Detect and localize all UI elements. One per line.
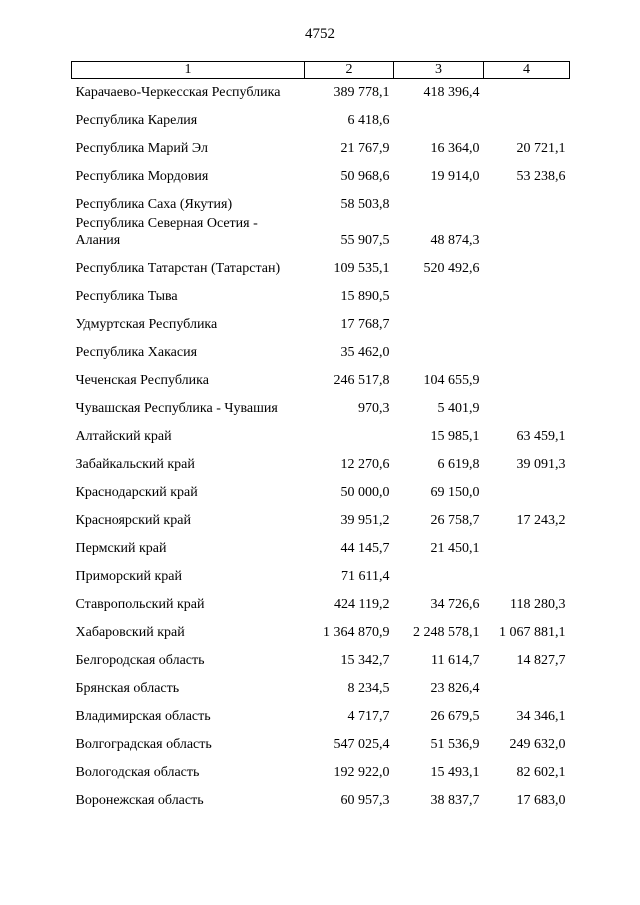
region-name-cell: Республика Татарстан (Татарстан) [75, 261, 281, 276]
value-cell-col-2: 192 922,0 [333, 765, 390, 780]
region-name-cell: Пермский край [75, 541, 167, 556]
value-cell-col-4 [484, 213, 570, 249]
value-cell-col-3: 19 914,0 [430, 169, 480, 184]
value-cell-col-2: 12 270,6 [340, 457, 390, 472]
value-cell-col-2: 246 517,8 [333, 373, 390, 388]
table-row [72, 389, 570, 417]
value-cell-col-4: 82 602,1 [516, 765, 566, 780]
value-cell-col-2: 4 717,7 [347, 709, 390, 724]
region-name-cell: Республика Мордовия [75, 169, 209, 184]
value-cell-col-3 [394, 333, 484, 361]
value-cell-col-2: 55 907,5 [340, 233, 390, 248]
region-name-cell: Краснодарский край [75, 485, 198, 500]
value-cell-col-4: 249 632,0 [509, 737, 566, 752]
region-name-cell: Красноярский край [75, 513, 191, 528]
value-cell-col-3: 21 450,1 [430, 541, 480, 556]
table-row [72, 697, 570, 725]
value-cell-col-4 [484, 277, 570, 305]
value-cell-col-2: 71 611,4 [341, 569, 390, 584]
value-cell-col-4 [484, 361, 570, 389]
value-cell-col-4: 17 243,2 [516, 513, 566, 528]
region-name-cell: Республика Карелия [75, 113, 198, 128]
value-cell-col-2: 17 768,7 [340, 317, 390, 332]
value-cell-col-3 [394, 557, 484, 585]
value-cell-col-2: 1 364 870,9 [323, 625, 390, 640]
region-name-cell: Алтайский край [75, 429, 172, 444]
table-row [72, 185, 570, 213]
value-cell-col-2: 15 342,7 [340, 653, 390, 668]
value-cell-col-3: 418 396,4 [423, 85, 480, 100]
value-cell-col-4: 34 346,1 [516, 709, 566, 724]
table-row [72, 501, 570, 529]
value-cell-col-3: 38 837,7 [430, 793, 480, 808]
table-row [72, 129, 570, 157]
table-row [72, 333, 570, 361]
column-header-2: 2 [305, 62, 394, 79]
column-header-1: 1 [72, 62, 305, 79]
value-cell-col-4: 53 238,6 [516, 169, 566, 184]
value-cell-col-2: 8 234,5 [347, 681, 390, 696]
region-name-cell: Республика Северная Осетия - Алания [75, 216, 258, 248]
value-cell-col-3: 520 492,6 [423, 261, 480, 276]
table-row [72, 213, 570, 249]
table-body [72, 79, 570, 810]
value-cell-col-4 [484, 529, 570, 557]
value-cell-col-3: 5 401,9 [437, 401, 480, 416]
value-cell-col-4 [484, 389, 570, 417]
value-cell-col-3 [394, 277, 484, 305]
data-table [71, 61, 570, 809]
value-cell-col-2: 389 778,1 [333, 85, 390, 100]
value-cell-col-3: 16 364,0 [430, 141, 480, 156]
region-name-cell: Забайкальский край [75, 457, 195, 472]
value-cell-col-2: 44 145,7 [340, 541, 390, 556]
value-cell-col-3 [394, 101, 484, 129]
table-row [72, 361, 570, 389]
region-name-cell: Приморский край [75, 569, 182, 584]
value-cell-col-3: 2 248 578,1 [413, 625, 480, 640]
table-row [72, 101, 570, 129]
table-row [72, 417, 570, 445]
value-cell-col-4 [484, 305, 570, 333]
value-cell-col-2: 35 462,0 [340, 345, 390, 360]
value-cell-col-4 [484, 185, 570, 213]
value-cell-col-3: 26 758,7 [430, 513, 480, 528]
value-cell-col-4: 14 827,7 [516, 653, 566, 668]
region-name-cell: Удмуртская Республика [75, 317, 218, 332]
table-row [72, 781, 570, 809]
value-cell-col-4 [484, 557, 570, 585]
region-name-cell: Республика Саха (Якутия) [75, 197, 233, 212]
region-name-cell: Волгоградская область [75, 737, 212, 752]
value-cell-col-2: 50 968,6 [340, 169, 390, 184]
region-name-cell: Хабаровский край [75, 625, 185, 640]
table-row [72, 445, 570, 473]
table-row [72, 277, 570, 305]
value-cell-col-2: 58 503,8 [340, 197, 390, 212]
value-cell-col-4 [484, 333, 570, 361]
value-cell-col-4 [484, 473, 570, 501]
value-cell-col-4: 17 683,0 [516, 793, 566, 808]
value-cell-col-4: 39 091,3 [516, 457, 566, 472]
value-cell-col-4: 1 067 881,1 [499, 625, 566, 640]
value-cell-col-2: 21 767,9 [340, 141, 390, 156]
table-row [72, 725, 570, 753]
value-cell-col-2: 547 025,4 [333, 737, 390, 752]
value-cell-col-2 [305, 417, 394, 445]
table-row [72, 753, 570, 781]
value-cell-col-2: 60 957,3 [340, 793, 390, 808]
value-cell-col-3: 11 614,7 [431, 653, 480, 668]
region-name-cell: Белгородская область [75, 653, 205, 668]
column-header-4: 4 [484, 62, 570, 79]
table-row [72, 669, 570, 697]
value-cell-col-3: 15 985,1 [430, 429, 480, 444]
region-name-cell: Брянская область [75, 681, 180, 696]
region-name-cell: Воронежская область [75, 793, 204, 808]
table-row [72, 473, 570, 501]
value-cell-col-3 [394, 305, 484, 333]
region-name-cell: Ставропольский край [75, 597, 205, 612]
value-cell-col-3: 48 874,3 [430, 233, 480, 248]
value-cell-col-3: 23 826,4 [430, 681, 480, 696]
page-number: 4752 [305, 26, 335, 42]
region-name-cell: Республика Тыва [75, 289, 178, 304]
table-header [72, 62, 570, 79]
value-cell-col-2: 50 000,0 [340, 485, 390, 500]
region-name-cell: Владимирская область [75, 709, 211, 724]
value-cell-col-4: 118 280,3 [510, 597, 566, 612]
table-row [72, 249, 570, 277]
value-cell-col-3: 69 150,0 [430, 485, 480, 500]
value-cell-col-3: 34 726,6 [430, 597, 480, 612]
value-cell-col-3: 15 493,1 [430, 765, 480, 780]
value-cell-col-4 [484, 669, 570, 697]
value-cell-col-3 [394, 185, 484, 213]
table-row [72, 557, 570, 585]
table-row [72, 79, 570, 102]
value-cell-col-2: 970,3 [358, 401, 390, 416]
table-row [72, 585, 570, 613]
table-row [72, 305, 570, 333]
table-row [72, 613, 570, 641]
region-name-cell: Чувашская Республика - Чувашия [75, 401, 278, 416]
column-header-3: 3 [394, 62, 484, 79]
region-name-cell: Республика Хакасия [75, 345, 198, 360]
value-cell-col-2: 6 418,6 [347, 113, 390, 128]
value-cell-col-2: 424 119,2 [334, 597, 390, 612]
region-name-cell: Республика Марий Эл [75, 141, 208, 156]
value-cell-col-4 [484, 101, 570, 129]
region-name-cell: Карачаево-Черкесская Республика [75, 85, 281, 100]
table-row [72, 641, 570, 669]
header-row [72, 62, 570, 79]
value-cell-col-3: 51 536,9 [430, 737, 480, 752]
value-cell-col-4 [484, 79, 570, 102]
value-cell-col-3: 6 619,8 [437, 457, 480, 472]
value-cell-col-2: 109 535,1 [333, 261, 390, 276]
table-row [72, 529, 570, 557]
value-cell-col-2: 15 890,5 [340, 289, 390, 304]
region-name-cell: Вологодская область [75, 765, 200, 780]
table-row [72, 157, 570, 185]
value-cell-col-4: 20 721,1 [516, 141, 566, 156]
value-cell-col-3: 26 679,5 [430, 709, 480, 724]
value-cell-col-4: 63 459,1 [516, 429, 566, 444]
value-cell-col-2: 39 951,2 [340, 513, 390, 528]
value-cell-col-3: 104 655,9 [423, 373, 480, 388]
region-name-cell: Чеченская Республика [75, 373, 209, 388]
value-cell-col-4 [484, 249, 570, 277]
